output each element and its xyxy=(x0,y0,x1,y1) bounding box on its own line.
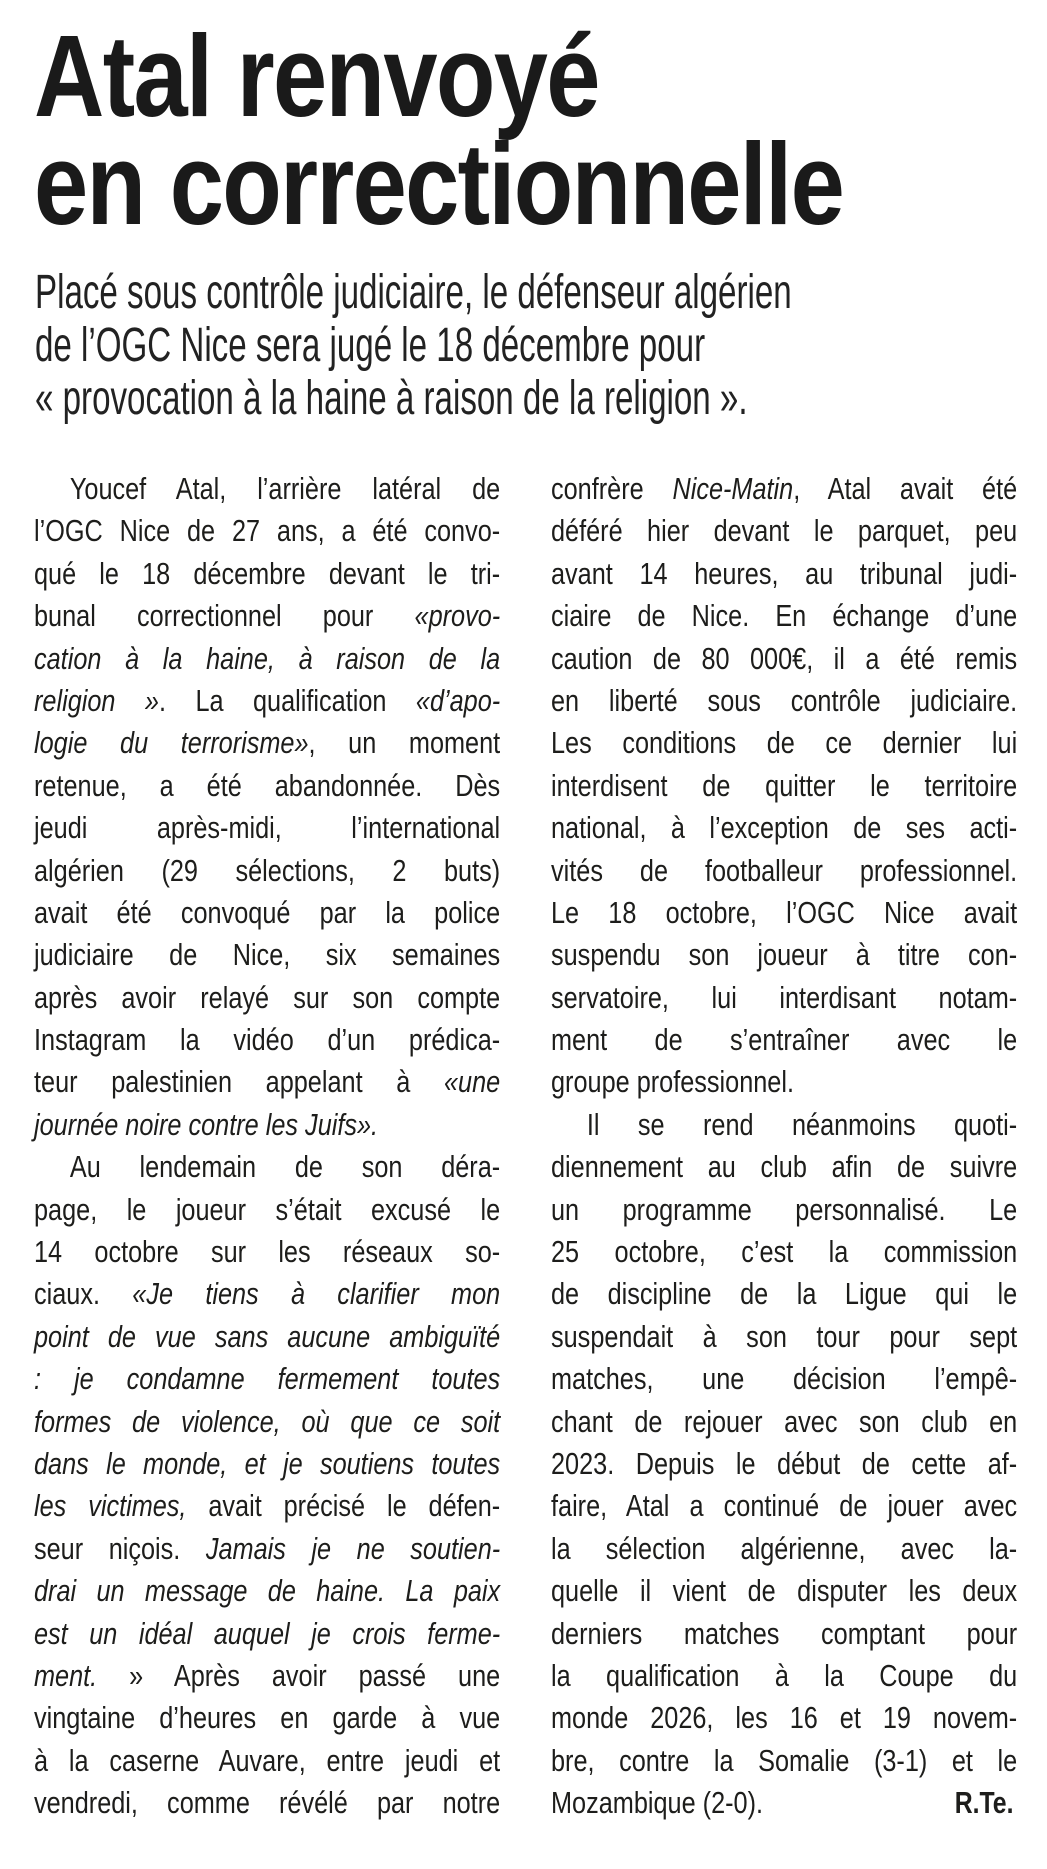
body-line xyxy=(551,1358,1017,1400)
body-text: avant 14 heures, au tribunal judi- xyxy=(551,555,1018,591)
body-line xyxy=(34,765,500,807)
body-line xyxy=(551,807,1017,849)
italic-quote-text: «une xyxy=(443,1064,501,1100)
body-text: algérien (29 sélections, 2 buts) xyxy=(34,852,501,888)
body-text: faire, Atal a continué de jouer avec xyxy=(551,1488,1018,1524)
body-line xyxy=(551,1697,1017,1739)
italic-quote-text: journée noire contre les Juifs». xyxy=(34,1106,379,1142)
italic-quote-text: est un idéal auquel je crois ferme- xyxy=(34,1615,501,1651)
body-line xyxy=(34,468,500,510)
body-line xyxy=(551,680,1017,722)
body-line xyxy=(34,1316,500,1358)
body-line xyxy=(551,468,1017,510)
body-line xyxy=(551,977,1017,1019)
body-text: la qualification à la Coupe du xyxy=(551,1657,1018,1693)
standfirst-line: « provocation à la haine à raison de la religion ». xyxy=(35,372,748,425)
body-line xyxy=(551,1401,1017,1443)
body-text: servatoire, lui interdisant notam- xyxy=(551,979,1018,1015)
headline xyxy=(34,11,844,249)
body-text: seur niçois. xyxy=(34,1530,206,1566)
body-line xyxy=(551,1613,1017,1655)
body-text: 14 octobre sur les réseaux so- xyxy=(34,1234,501,1270)
body-line xyxy=(34,807,500,849)
body-column-left xyxy=(34,468,606,1825)
body-line xyxy=(34,1019,500,1061)
standfirst-line: de l’OGC Nice sera jugé le 18 décembre pour xyxy=(35,319,706,372)
body-text: la sélection algérienne, avec la- xyxy=(551,1530,1018,1566)
body-line xyxy=(551,1104,1017,1146)
body-line xyxy=(34,1570,500,1612)
body-text: ciaire de Nice. En échange d’une xyxy=(551,598,1018,634)
body-text: 25 octobre, c’est la commission xyxy=(551,1234,1018,1270)
body-text: vités de footballeur professionnel. xyxy=(551,852,1018,888)
body-text: Le 18 octobre, l’OGC Nice avait xyxy=(551,894,1018,930)
body-line xyxy=(551,1189,1017,1231)
body-line xyxy=(551,722,1017,764)
body-line xyxy=(34,1443,500,1485)
body-text: interdisent de quitter le territoire xyxy=(551,767,1018,803)
body-text: de discipline de la Ligue qui le xyxy=(551,1276,1018,1312)
body-text: matches, une décision l’empê- xyxy=(551,1361,1018,1397)
body-text: quelle il vient de disputer les deux xyxy=(551,1573,1018,1609)
body-line xyxy=(34,1401,500,1443)
italic-quote-text: cation à la haine, à raison de la xyxy=(34,640,501,676)
body-line xyxy=(34,1146,500,1188)
body-text: groupe professionnel. xyxy=(551,1064,794,1100)
body-column-right xyxy=(551,468,1047,1825)
italic-quote-text: Nice-Matin xyxy=(672,471,794,506)
body-line xyxy=(34,1104,500,1146)
author-signature: R.Te. xyxy=(954,1785,1013,1820)
italic-quote-text: drai un message de haine. La paix xyxy=(34,1573,501,1609)
body-line xyxy=(34,680,500,722)
italic-quote-text: dans le monde, et je soutiens toutes xyxy=(34,1445,501,1481)
standfirst xyxy=(35,266,792,425)
body-line xyxy=(34,1485,500,1527)
body-line xyxy=(34,1189,500,1231)
body-line xyxy=(34,1613,500,1655)
italic-quote-text: «Je tiens à clarifier mon xyxy=(132,1276,501,1312)
body-text: derniers matches comptant pour xyxy=(551,1615,1018,1651)
body-text: à la caserne Auvare, entre jeudi et xyxy=(34,1742,501,1778)
body-text: , Atal avait été xyxy=(793,471,1018,506)
body-text: Instagram la vidéo d’un prédica- xyxy=(34,1022,501,1058)
body-line xyxy=(34,1528,500,1570)
body-line xyxy=(34,1655,500,1697)
body-line xyxy=(34,977,500,1019)
body-line xyxy=(551,1655,1017,1697)
headline-line: en correctionnelle xyxy=(34,119,844,249)
body-line xyxy=(551,1316,1017,1358)
headline-line: Atal renvoyé xyxy=(34,11,599,141)
body-text: retenue, a été abandonnée. Dès xyxy=(34,767,501,803)
body-text: Mozambique (2-0). xyxy=(551,1785,764,1821)
italic-quote-text: : je condamne fermement toutes xyxy=(34,1361,501,1397)
body-text: qué le 18 décembre devant le tri- xyxy=(34,555,501,591)
body-line xyxy=(551,1443,1017,1485)
body-text: bunal correctionnel pour xyxy=(34,598,415,634)
body-text: vendredi, comme révélé par notre xyxy=(34,1785,501,1821)
body-text: l’OGC Nice de 27 ans, a été convo- xyxy=(34,513,501,549)
body-text: jeudi après-midi, l’international xyxy=(34,810,501,846)
body-text: teur palestinien appelant à xyxy=(34,1064,444,1100)
body-text: national, à l’exception de ses acti- xyxy=(551,810,1018,846)
body-line xyxy=(34,1697,500,1739)
body-text: suspendu son joueur à titre con- xyxy=(551,937,1018,973)
body-line xyxy=(551,1231,1017,1273)
body-line xyxy=(34,510,500,552)
body-line xyxy=(551,765,1017,807)
italic-quote-text: «d’apo- xyxy=(415,682,501,718)
body-line xyxy=(551,1740,1017,1782)
body-text: page, le joueur s’était excusé le xyxy=(34,1191,501,1227)
body-line xyxy=(34,1273,500,1315)
body-text: ment de s’entraîner avec le xyxy=(551,1022,1018,1058)
body-text: . La qualification xyxy=(158,682,416,718)
body-text: monde 2026, les 16 et 19 novem- xyxy=(551,1700,1018,1736)
body-text: 2023. Depuis le début de cette af- xyxy=(551,1445,1018,1481)
italic-quote-text: religion » xyxy=(34,682,159,718)
body-line xyxy=(551,1485,1017,1527)
standfirst-line: Placé sous contrôle judiciaire, le défenseur algérien xyxy=(35,266,792,319)
body-text: Youcef Atal, l’arrière latéral de xyxy=(69,471,501,506)
body-line xyxy=(551,1782,1017,1824)
body-text: Les conditions de ce dernier lui xyxy=(551,725,1018,761)
body-line xyxy=(551,510,1017,552)
body-line xyxy=(551,1528,1017,1570)
body-line xyxy=(551,638,1017,680)
body-line xyxy=(551,934,1017,976)
body-line xyxy=(551,553,1017,595)
body-text: caution de 80 000€, il a été remis xyxy=(551,640,1018,676)
body-line xyxy=(34,1740,500,1782)
body-text: diennement au club afin de suivre xyxy=(551,1149,1018,1185)
body-text: avait précisé le défen- xyxy=(186,1488,501,1524)
body-text: judiciaire de Nice, six semaines xyxy=(34,937,501,973)
body-line xyxy=(34,1358,500,1400)
body-line xyxy=(551,1019,1017,1061)
italic-quote-text: «provo- xyxy=(414,598,501,634)
body-line xyxy=(34,850,500,892)
body-line xyxy=(551,1570,1017,1612)
body-line xyxy=(34,892,500,934)
body-line xyxy=(551,1273,1017,1315)
body-line xyxy=(34,934,500,976)
body-text: un programme personnalisé. Le xyxy=(551,1191,1018,1227)
body-line xyxy=(551,892,1017,934)
body-line xyxy=(551,1061,1017,1103)
body-text: suspendait à son tour pour sept xyxy=(551,1318,1018,1354)
body-line xyxy=(551,850,1017,892)
body-line xyxy=(551,1146,1017,1188)
body-text: avait été convoqué par la police xyxy=(34,894,501,930)
body-text: vingtaine d’heures en garde à vue xyxy=(34,1700,501,1736)
body-line xyxy=(34,1061,500,1103)
body-text: Il se rend néanmoins quoti- xyxy=(586,1106,1018,1142)
body-text: chant de rejouer avec son club en xyxy=(551,1403,1018,1439)
body-text: ciaux. xyxy=(34,1276,133,1312)
body-line xyxy=(34,1782,500,1824)
italic-quote-text: point de vue sans aucune ambiguïté xyxy=(34,1318,501,1354)
body-text: déféré hier devant le parquet, peu xyxy=(551,513,1018,549)
body-line xyxy=(34,595,500,637)
body-text: Au lendemain de son déra- xyxy=(69,1149,501,1185)
body-line xyxy=(34,553,500,595)
body-line xyxy=(34,722,500,764)
body-text: bre, contre la Somalie (3-1) et le xyxy=(551,1742,1018,1778)
italic-quote-text: ment. xyxy=(34,1657,98,1693)
body-text: après avoir relayé sur son compte xyxy=(34,979,501,1015)
italic-quote-text: Jamais je ne soutien- xyxy=(205,1530,501,1566)
body-line xyxy=(34,1231,500,1273)
italic-quote-text: formes de violence, où que ce soit xyxy=(34,1403,501,1439)
italic-quote-text: les victimes, xyxy=(34,1488,187,1524)
italic-quote-text: logie du terrorisme» xyxy=(34,725,309,761)
body-line xyxy=(34,638,500,680)
body-text: confrère xyxy=(551,471,673,506)
body-line xyxy=(551,595,1017,637)
body-text: , un moment xyxy=(308,725,501,761)
body-text: en liberté sous contrôle judiciaire. xyxy=(551,682,1018,718)
body-text: » Après avoir passé une xyxy=(97,1657,501,1693)
